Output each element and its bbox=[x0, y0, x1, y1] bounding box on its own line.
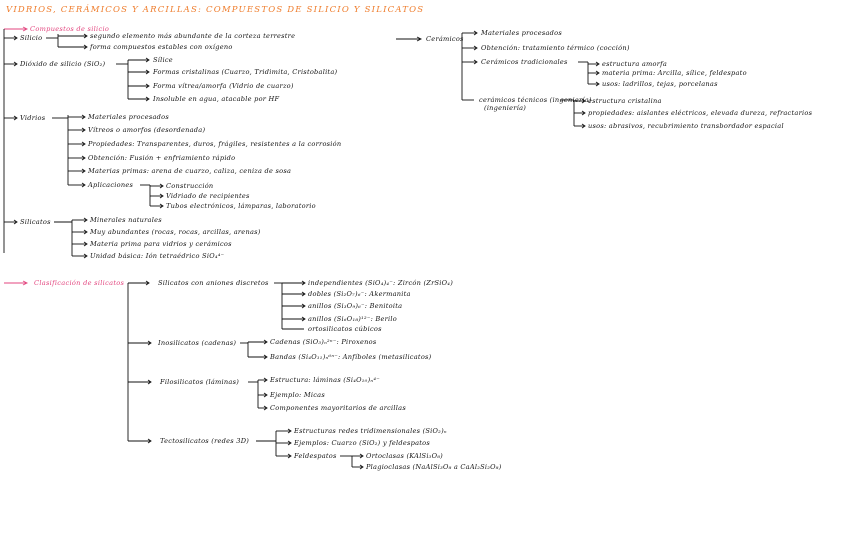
tradicionales-item: estructura amorfa bbox=[602, 60, 668, 68]
tectosilicatos-item-feldespatos: Feldespatos bbox=[294, 452, 337, 460]
aniones-item: dobles (Si₂O₇)₆⁻: Akermanita bbox=[308, 290, 411, 298]
tectosilicatos-item: Estructuras redes tridimensionales (SiO₂)ₙ bbox=[294, 427, 447, 435]
tradicionales-item: materia prima: Arcilla, sílice, feldespato bbox=[602, 69, 747, 77]
tecnicos-item: estructura cristalina bbox=[588, 97, 662, 105]
aniones-item: anillos (Si₆O₁₈)¹²⁻: Berilo bbox=[308, 315, 397, 323]
inosilicatos-item: Bandas (Si₄O₁₁)ₙ⁶ⁿ⁻: Anfíboles (metasilicatos) bbox=[270, 353, 432, 361]
node-inosilicatos: Inosilicatos (cadenas) bbox=[158, 339, 237, 347]
node-ceramicos: Cerámicos bbox=[426, 35, 464, 43]
ceramicos-tecnicos-sub: (ingeniería) bbox=[484, 104, 527, 112]
branch-clasificacion bbox=[4, 279, 502, 471]
node-aniones: Silicatos con aniones discretos bbox=[158, 279, 269, 287]
silicatos-item: Muy abundantes (rocas, rocas, arcillas, arenas) bbox=[90, 228, 261, 236]
vidrios-item: Propiedades: Transparentes, duros, frágiles, resistentes a la corrosión bbox=[88, 140, 342, 148]
tectosilicatos-item: Ejemplos: Cuarzo (SiO₂) y feldespatos bbox=[294, 439, 431, 447]
silicatos-item: Unidad básica: Ión tetraédrico SiO₄⁴⁻ bbox=[90, 252, 225, 260]
aplicacion-item: Tubos electrónicos, lámparas, laboratorio bbox=[166, 202, 316, 210]
silicatos-item: Minerales naturales bbox=[90, 216, 162, 224]
aplicacion-item: Vidriado de recipientes bbox=[166, 192, 250, 200]
vidrios-item: Obtención: Fusión + enfriamiento rápido bbox=[88, 154, 236, 162]
aniones-item: anillos (Si₃O₉)₆⁻: Benitoita bbox=[308, 302, 403, 310]
ceramicos-item-tecnicos: cerámicos técnicos (ingeniería) bbox=[479, 96, 592, 104]
vidrios-item: Materias primas: arena de cuarzo, caliza, ceniza de sosa bbox=[88, 167, 292, 175]
node-filosilicatos: Filosilicatos (láminas) bbox=[160, 378, 240, 386]
tecnicos-item: propiedades: aislantes eléctricos, elevada dureza, refractarios bbox=[588, 109, 813, 117]
aniones-item: ortosilicatos cúbicos bbox=[308, 325, 382, 333]
node-tectosilicatos: Tectosilicatos (redes 3D) bbox=[160, 437, 250, 445]
branch-compuestos bbox=[4, 25, 341, 260]
vidrios-item: Vítreos o amorfos (desordenada) bbox=[88, 126, 206, 134]
node-silicio: Silicio bbox=[20, 34, 43, 42]
heading-clasificacion: Clasificación de silicatos bbox=[34, 279, 125, 287]
node-dioxido: Dióxido de silicio (SiO₂) bbox=[20, 60, 106, 68]
dioxido-item: Insoluble en agua, atacable por HF bbox=[153, 95, 280, 103]
feldespatos-item: Ortoclasas (KAlSi₃O₈) bbox=[366, 452, 443, 460]
feldespatos-item: Plagioclasas (NaAlSi₃O₈ a CaAl₂Si₂O₈) bbox=[366, 463, 502, 471]
vidrios-item-aplicaciones: Aplicaciones bbox=[88, 181, 134, 189]
silicatos-item: Materia prima para vidrios y cerámicos bbox=[90, 240, 232, 248]
filosilicatos-item: Estructura: láminas (Si₄O₁₀)ₙ⁴⁻ bbox=[270, 376, 380, 384]
inosilicatos-item: Cadenas (SiO₃)ₙ²ⁿ⁻: Piroxenos bbox=[270, 338, 377, 346]
dioxido-item: Sílice bbox=[153, 56, 173, 64]
aniones-item: independientes (SiO₄)₄⁻: Zircón (ZrSiO₄) bbox=[308, 279, 454, 287]
dioxido-item: Formas cristalinas (Cuarzo, Tridimita, Cristobalita) bbox=[153, 68, 338, 76]
page-title: VIDRIOS, CERÁMICOS Y ARCILLAS: COMPUESTOS DE SILICIO Y SILICATOS bbox=[6, 5, 425, 15]
aplicacion-item: Construcción bbox=[166, 182, 214, 190]
ceramicos-item-tradicionales: Cerámicos tradicionales bbox=[481, 58, 568, 66]
branch-ceramicos bbox=[396, 29, 813, 130]
filosilicatos-item: Ejemplo: Micas bbox=[270, 391, 325, 399]
tradicionales-item: usos: ladrillos, tejas, porcelanas bbox=[602, 80, 718, 88]
ceramicos-item: Materiales procesados bbox=[481, 29, 562, 37]
ceramicos-item: Obtención: tratamiento térmico (cocción) bbox=[481, 44, 630, 52]
vidrios-item: Materiales procesados bbox=[88, 113, 169, 121]
filosilicatos-item: Componentes mayoritarios de arcillas bbox=[270, 404, 406, 412]
dioxido-item: Forma vítrea/amorfa (Vidrio de cuarzo) bbox=[153, 82, 294, 90]
tecnicos-item: usos: abrasivos, recubrimiento transbordador espacial bbox=[588, 122, 784, 130]
node-silicatos: Silicatos bbox=[20, 218, 51, 226]
heading-compuestos: Compuestos de silicio bbox=[30, 25, 110, 33]
node-vidrios: Vidrios bbox=[20, 114, 46, 122]
silicio-item: segundo elemento más abundante de la corteza terrestre bbox=[90, 32, 296, 40]
silicio-item: forma compuestos estables con oxígeno bbox=[90, 43, 233, 51]
